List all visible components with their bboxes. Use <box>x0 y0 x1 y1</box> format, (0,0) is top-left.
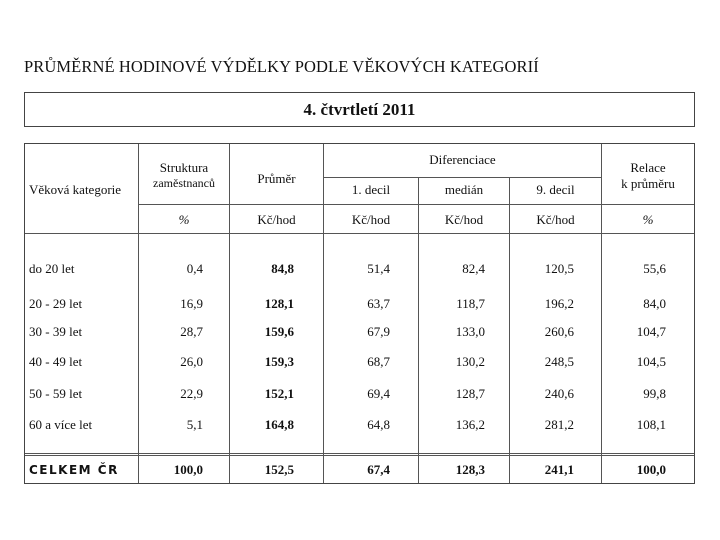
total-relation: 100,0 <box>636 462 666 477</box>
row-label: 50 - 59 let <box>29 386 83 401</box>
cell-median: 128,7 <box>455 386 485 401</box>
cell-decile9: 281,2 <box>544 417 574 432</box>
cell-decile1: 67,9 <box>367 324 390 339</box>
cell-structure: 28,7 <box>180 324 203 339</box>
cell-average: 159,3 <box>264 354 294 369</box>
cell-decile9: 248,5 <box>544 354 574 369</box>
unit-decile9: Kč/hod <box>536 212 575 227</box>
row-label: 20 - 29 let <box>29 296 83 311</box>
table-divider <box>25 233 694 234</box>
cell-decile9: 260,6 <box>544 324 574 339</box>
cell-median: 82,4 <box>462 261 485 276</box>
cell-relation: 108,1 <box>636 417 666 432</box>
cell-structure: 0,4 <box>186 261 203 276</box>
total-decile1: 67,4 <box>367 462 390 477</box>
cell-median: 136,2 <box>455 417 485 432</box>
row-label: 60 a více let <box>29 417 93 432</box>
unit-average: Kč/hod <box>257 212 296 227</box>
table-divider <box>324 177 601 178</box>
table-divider <box>138 144 139 483</box>
cell-relation: 55,6 <box>643 261 666 276</box>
cell-structure: 16,9 <box>180 296 203 311</box>
total-average: 152,5 <box>264 462 294 477</box>
period-header <box>24 92 695 127</box>
cell-relation: 84,0 <box>643 296 666 311</box>
cell-average: 128,1 <box>264 296 294 311</box>
cell-median: 130,2 <box>455 354 485 369</box>
total-label: CELKEM ČR <box>29 463 119 477</box>
earnings-table <box>24 143 695 484</box>
cell-structure: 22,9 <box>180 386 203 401</box>
header-decile9: 9. decil <box>536 182 575 197</box>
unit-structure: % <box>178 212 190 227</box>
unit-median: Kč/hod <box>444 212 484 227</box>
total-structure: 100,0 <box>173 462 203 477</box>
row-label: do 20 let <box>29 261 75 276</box>
header-decile1: 1. decil <box>351 182 391 197</box>
cell-decile1: 64,8 <box>367 417 390 432</box>
row-label: 40 - 49 let <box>29 354 83 369</box>
cell-decile9: 240,6 <box>544 386 574 401</box>
cell-decile9: 196,2 <box>544 296 574 311</box>
cell-average: 152,1 <box>264 386 294 401</box>
header-relation-line1: Relace <box>630 160 666 175</box>
table-divider <box>25 453 694 454</box>
header-average: Průměr <box>257 171 296 186</box>
period-label: 4. čtvrtletí 2011 <box>303 99 416 119</box>
cell-decile1: 68,7 <box>367 354 390 369</box>
cell-average: 164,8 <box>264 417 294 432</box>
row-label: 30 - 39 let <box>29 324 83 339</box>
header-differentiation: Diferenciace <box>429 152 496 167</box>
table-divider <box>601 144 602 483</box>
cell-structure: 5,1 <box>186 417 203 432</box>
cell-average: 159,6 <box>264 324 294 339</box>
unit-relation: % <box>642 212 654 227</box>
cell-average: 84,8 <box>271 261 294 276</box>
header-structure-line1: Struktura <box>159 160 209 175</box>
total-decile9: 241,1 <box>544 462 574 477</box>
cell-median: 133,0 <box>455 324 485 339</box>
header-median: medián <box>444 182 484 197</box>
cell-decile1: 51,4 <box>367 261 390 276</box>
table-divider <box>138 204 694 205</box>
total-median: 128,3 <box>455 462 485 477</box>
unit-decile1: Kč/hod <box>351 212 391 227</box>
cell-relation: 99,8 <box>643 386 666 401</box>
cell-structure: 26,0 <box>180 354 203 369</box>
cell-relation: 104,5 <box>636 354 666 369</box>
cell-median: 118,7 <box>456 296 485 311</box>
page-title: PRŮMĚRNÉ HODINOVÉ VÝDĚLKY PODLE VĚKOVÝCH KATEGORIÍ <box>24 57 539 76</box>
cell-decile1: 63,7 <box>367 296 390 311</box>
cell-decile9: 120,5 <box>544 261 574 276</box>
header-relation-line2: k průměru <box>621 176 675 191</box>
header-category: Věková kategorie <box>29 182 122 197</box>
cell-relation: 104,7 <box>636 324 666 339</box>
cell-decile1: 69,4 <box>367 386 390 401</box>
header-structure-line2: zaměstnanců <box>153 176 215 190</box>
table-divider <box>229 144 230 483</box>
table-divider <box>25 455 694 456</box>
